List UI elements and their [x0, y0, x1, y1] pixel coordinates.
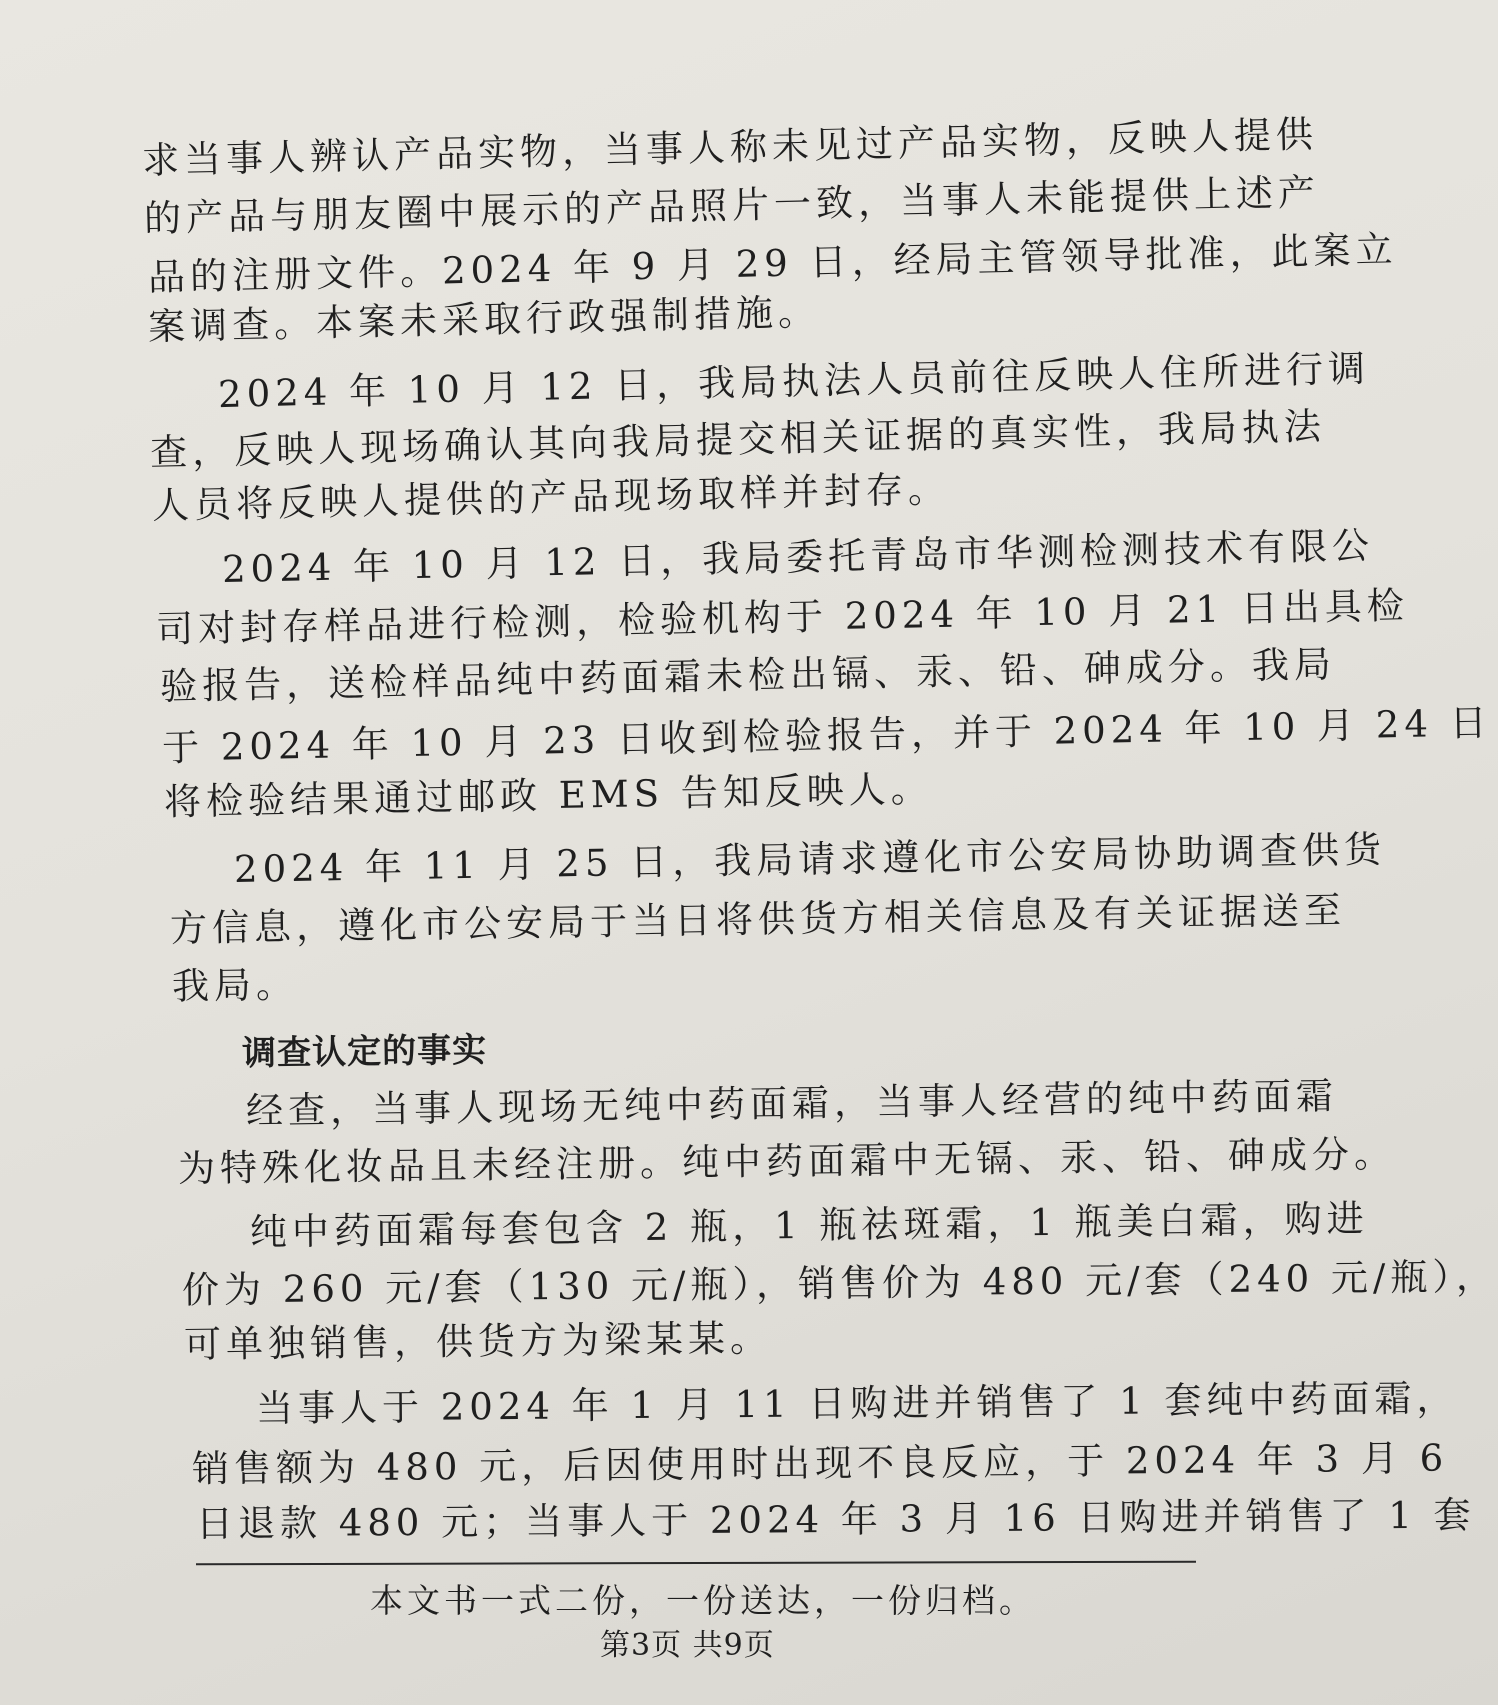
fact-line: 可单独销售，供货方为梁某某。	[183, 1316, 773, 1367]
footer-note: 本文书一式二份，一份送达，一份归档。	[370, 1581, 1036, 1620]
fact-line: 纯中药面霜每套包含 2 瓶，1 瓶祛斑霜，1 瓶美白霜，购进	[249, 1197, 1369, 1254]
body-line: 人员将反映人提供的产品现场取样并封存。	[151, 467, 951, 528]
body-line: 司对封存样品进行检测，检验机构于 2024 年 10 月 21 日出具检	[155, 583, 1410, 652]
page-number: 第3页 共9页	[600, 1628, 775, 1663]
body-line: 2024 年 10 月 12 日，我局执法人员前往反映人住所进行调	[217, 346, 1371, 417]
fact-line: 销售额为 480 元，后因使用时出现不良反应，于 2024 年 3 月 6	[191, 1436, 1449, 1491]
body-line: 2024 年 11 月 25 日，我局请求遵化市公安局协助调查供货	[233, 827, 1387, 892]
body-line: 验报告，送检样品纯中药面霜未检出镉、汞、铅、砷成分。我局	[159, 642, 1337, 709]
footer-divider	[196, 1561, 1196, 1566]
body-line: 方信息，遵化市公安局于当日将供货方相关信息及有关证据送至	[169, 888, 1347, 951]
body-line: 品的注册文件。2024 年 9 月 29 日，经局主管领导批准，此案立	[147, 227, 1398, 300]
fact-line: 价为 260 元/套（130 元/瓶），销售价为 480 元/套（240 元/瓶），	[181, 1255, 1498, 1312]
fact-line: 为特殊化妆品且未经注册。纯中药面霜中无镉、汞、铅、砷成分。	[177, 1132, 1397, 1191]
fact-line: 经查，当事人现场无纯中药面霜，当事人经营的纯中药面霜	[245, 1074, 1339, 1133]
body-line: 的产品与朋友圈中展示的产品照片一致，当事人未能提供上述产	[143, 170, 1321, 241]
body-line: 将检验结果通过邮政 EMS 告知反映人。	[163, 767, 934, 824]
body-line: 2024 年 10 月 12 日，我局委托青岛市华测检测技术有限公	[221, 523, 1375, 592]
body-line: 求当事人辨认产品实物，当事人称未见过产品实物，反映人提供	[141, 112, 1319, 183]
body-line: 于 2024 年 10 月 23 日收到检验报告，并于 2024 年 10 月 24 日	[161, 701, 1493, 770]
fact-line: 日退款 480 元；当事人于 2024 年 3 月 16 日购进并销售了 1 套	[195, 1493, 1476, 1546]
section-heading: 调查认定的事实	[241, 1030, 488, 1074]
fact-line: 当事人于 2024 年 1 月 11 日购进并销售了 1 套纯中药面霜，	[255, 1376, 1459, 1431]
body-line: 查，反映人现场确认其向我局提交相关证据的真实性，我局执法	[149, 404, 1327, 475]
body-line: 我局。	[171, 963, 299, 1008]
body-line: 案调查。本案未采取行政强制措施。	[147, 290, 821, 349]
